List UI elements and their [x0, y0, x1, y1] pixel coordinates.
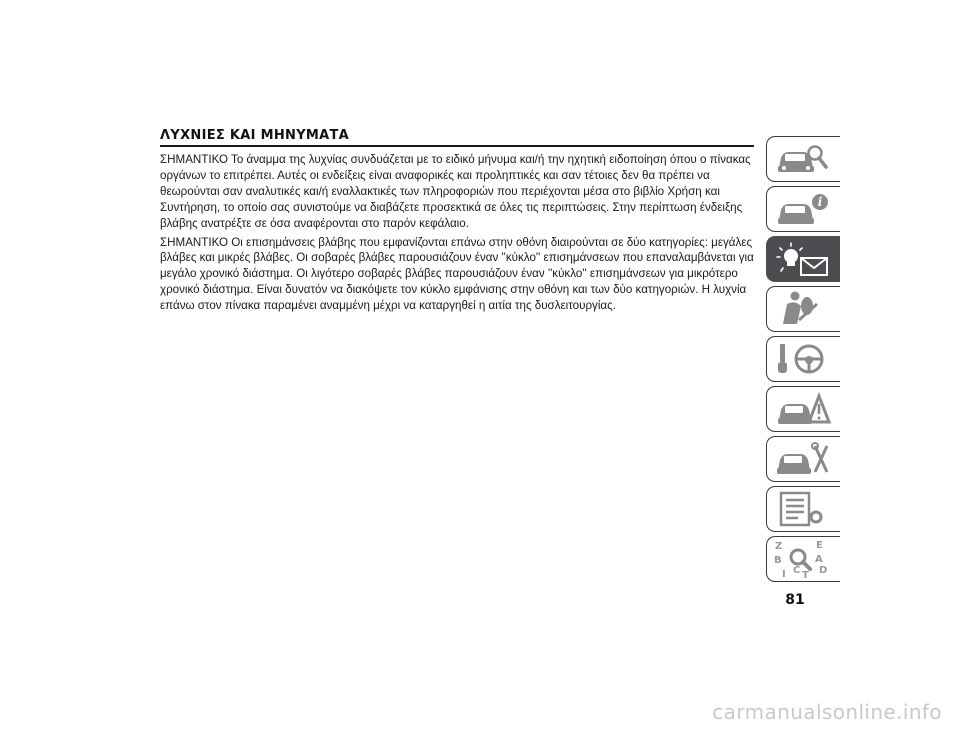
index-letter: I: [782, 569, 786, 578]
alphabetical-index-icon: [773, 540, 833, 578]
index-letter: Z: [775, 541, 783, 552]
airbag-passenger-icon: [773, 290, 833, 328]
warning-light-message-icon: [773, 240, 833, 278]
tab-in-an-emergency[interactable]: [766, 336, 840, 382]
heading-rule: [160, 145, 754, 147]
steering-wheel-key-icon: [773, 340, 833, 378]
body-text: [160, 152, 760, 317]
svg-text:i: i: [817, 195, 823, 209]
paragraph-important-2: ΣΗΜΑΝΤΙΚΟ Οι επισημάνσεις βλάβης που εμφανίζονται επάνω στην οθόνη διαιρούνται σε δύο κατηγορίες: μεγάλες βλάβες και μικρές βλάβες. Οι σοβαρές βλάβες παρουσιάζουν έναν ''κύκλο'' επισημάνσεων που επαναλαμβάνεται για μεγάλο χρονικό διάστημα. Οι λιγότερο σοβαρές βλάβες παρουσιάζουν έναν ''κύκλο'' επισημάνσεων για μικρότερο χρονικό διάστημα. Είναι δυνατόν να διακόψετε τον κύκλο εμφάνισης στην οθόνη και των δύο κατηγοριών. Η λυχνία επάνω στον πίνακα παραμένει αναμμένη μέχρι να καταργηθεί η αιτία της δυσλειτουργίας.: [160, 235, 754, 313]
tab-safety[interactable]: [766, 186, 840, 232]
index-letter: T: [802, 570, 809, 578]
tab-technical-specifications[interactable]: [766, 486, 840, 532]
section-heading: ΛΥΧΝΙΕΣ ΚΑΙ ΜΗΝΥΜΑΤΑ: [160, 128, 350, 143]
tab-getting-to-know-car[interactable]: [766, 136, 840, 182]
index-letter: A: [815, 554, 823, 565]
tab-maintenance[interactable]: [766, 436, 840, 482]
technical-data-list-icon: [773, 490, 833, 528]
index-letter: B: [774, 555, 782, 566]
car-service-tools-icon: [773, 440, 833, 478]
page-number: 81: [785, 592, 805, 608]
watermark: carmanualsonline.info: [712, 700, 942, 724]
tab-servicing-care[interactable]: [766, 386, 840, 432]
car-search-icon: [773, 140, 833, 178]
tab-starting-driving[interactable]: [766, 286, 840, 332]
car-info-icon: [773, 190, 833, 228]
paragraph-important-1: ΣΗΜΑΝΤΙΚΟ Το άναμμα της λυχνίας συνδυάζεται με το ειδικό μήνυμα και/ή την ηχητική ειδοποίηση όπου ο πίνακας οργάνων το επιτρέπει. Αυτές οι ενδείξεις είναι αναφορικές και προληπτικές και σαν τέτοιες δεν θα πρέπει να θεωρούνται σαν αναλυτικές και/ή εναλλακτικές των πληροφοριών που περιέχονται μέσα στο βιβλίο Χρήση και Συντήρηση, το οποίο σας συνιστούμε να διαβάζετε προσεκτικά σε όλες τις περιπτώσεις. Στην περίπτωση ένδειξης βλάβης ανατρέξτε σε όσα αναφέρονται στο παρόν κεφάλαιο.: [160, 153, 751, 230]
index-letter: E: [816, 540, 823, 551]
car-breakdown-warning-icon: [773, 390, 833, 428]
chapter-tabs: [766, 136, 840, 586]
tab-index[interactable]: [766, 536, 840, 582]
tab-warning-lights-messages[interactable]: [766, 236, 840, 282]
index-letter: D: [819, 565, 828, 576]
index-letter: C: [793, 565, 801, 576]
